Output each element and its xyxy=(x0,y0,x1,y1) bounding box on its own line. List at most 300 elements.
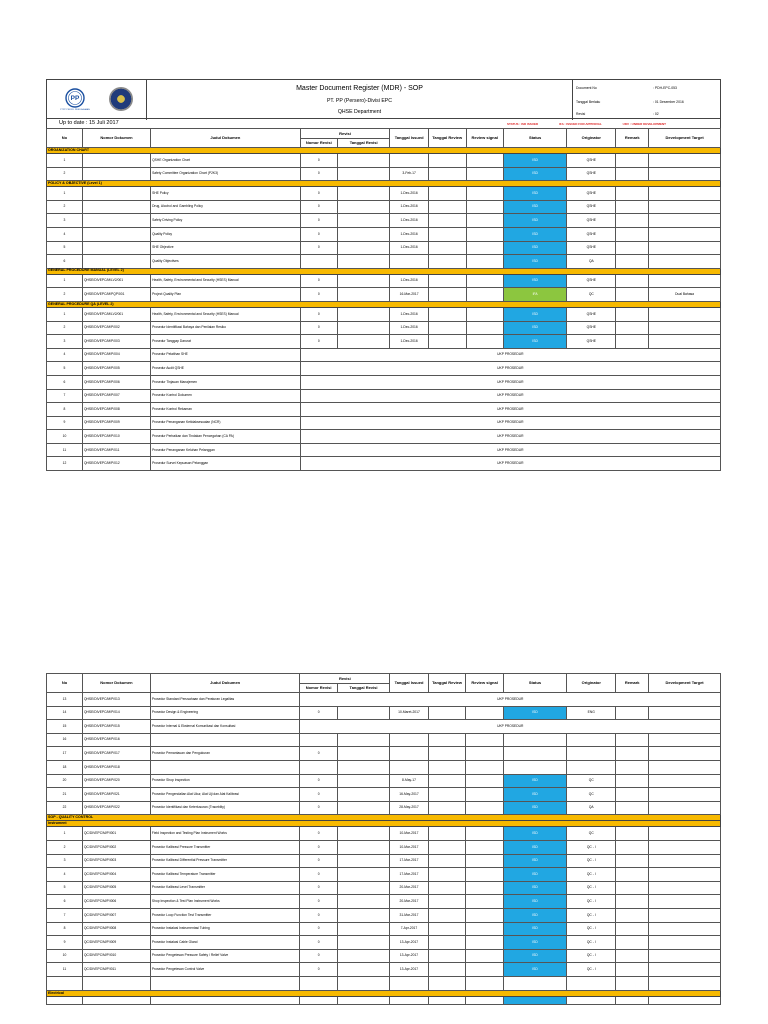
row-remark xyxy=(616,908,649,922)
col-header-revisi: Revisi xyxy=(300,129,390,139)
table-row xyxy=(47,895,721,909)
col-header-status: Status xyxy=(503,674,566,693)
row-no: 10 xyxy=(47,430,83,444)
row-no: 1 xyxy=(47,187,83,201)
row-remark xyxy=(616,167,649,181)
row-judul-dokumen: SHE Objective xyxy=(151,241,301,255)
row-nomor-dokumen: QHSE/DIVEPC/M/P/022 xyxy=(82,801,150,815)
row-development-target xyxy=(649,881,721,895)
row-tanggal-issued xyxy=(390,154,429,168)
row-development-target xyxy=(649,827,721,841)
table-row xyxy=(47,389,721,403)
row-udp-note: UKP PROSEDUR xyxy=(300,430,720,444)
table-row xyxy=(47,227,721,241)
row-tanggal-issued: 1-Dec-2016 xyxy=(390,307,429,321)
row-tanggal-revisi xyxy=(337,227,389,241)
table-row xyxy=(47,362,721,376)
status-badge: ISD xyxy=(503,895,566,909)
row-originator: QC - I xyxy=(567,895,616,909)
table-row xyxy=(47,154,721,168)
row-remark xyxy=(616,335,649,349)
table-row xyxy=(47,801,721,815)
row-originator: QC - I xyxy=(567,949,616,963)
row-nomor-dokumen: QC/DIVEPC/M/P/I006 xyxy=(82,895,150,909)
row-remark xyxy=(616,154,649,168)
row-no: 14 xyxy=(47,706,83,720)
row-development-target xyxy=(649,200,721,214)
row-judul-dokumen: Prosedur Kalibrasi Level Transmitter xyxy=(150,881,300,895)
row-no: 16 xyxy=(47,733,83,747)
row-judul-dokumen: Prosedur Kalibrasi Differential Pressure Transmitter xyxy=(150,854,300,868)
status-badge: ISD xyxy=(503,706,566,720)
row-tanggal-revisi xyxy=(337,788,389,802)
empty-cell xyxy=(47,976,83,990)
row-tanggal-review xyxy=(428,881,466,895)
row-originator: QA xyxy=(567,255,616,269)
table-row xyxy=(47,430,721,444)
col-header-tanggal-issued: Tanggal Issued xyxy=(390,674,429,693)
status-badge: ISD xyxy=(503,321,566,335)
row-tanggal-issued: 31-Mar-2017 xyxy=(390,908,429,922)
pp-logo-icon xyxy=(60,87,90,111)
table-row xyxy=(47,936,721,950)
status-badge: ISD xyxy=(503,963,566,977)
row-tanggal-revisi xyxy=(337,854,389,868)
row-no: 1 xyxy=(47,307,83,321)
row-remark xyxy=(616,949,649,963)
row-judul-dokumen: Prosedur Kontrol Rekaman xyxy=(151,403,301,417)
row-tanggal-issued: 10-Maret-2017 xyxy=(390,706,429,720)
empty-cell xyxy=(150,976,300,990)
row-nomor-dokumen xyxy=(82,214,150,228)
row-development-target xyxy=(649,255,721,269)
col-header-no: No xyxy=(47,674,83,693)
row-originator: QC - I xyxy=(567,854,616,868)
row-review-signal xyxy=(466,936,503,950)
table-row xyxy=(47,443,721,457)
row-no: 9 xyxy=(47,936,83,950)
row-tanggal-revisi xyxy=(337,255,389,269)
row-judul-dokumen: Prosedur Kalibrasi Pressure Transmitter xyxy=(150,840,300,854)
row-originator: QC - I xyxy=(567,908,616,922)
row-development-target xyxy=(649,335,721,349)
row-tanggal-revisi xyxy=(337,187,389,201)
table-row xyxy=(47,214,721,228)
row-tanggal-review xyxy=(428,321,466,335)
table-row xyxy=(47,854,721,868)
row-udp-note: UKP PROSEDUR xyxy=(300,416,720,430)
row-udp-note: UKP PROSEDUR xyxy=(300,693,721,707)
row-nomor-dokumen: QHSE/DIVEPC/M/P/005 xyxy=(82,362,150,376)
row-nomor-dokumen xyxy=(82,227,150,241)
table-row xyxy=(47,840,721,854)
row-judul-dokumen: Prosedur Tanggap Darurat xyxy=(151,335,301,349)
row-tanggal-issued: 13-Apr-2017 xyxy=(390,949,429,963)
row-tanggal-issued: 10-Mar-2017 xyxy=(390,840,429,854)
row-judul-dokumen: Prosedur Standard Perusahaan dan Peraturan Legalitas xyxy=(150,693,300,707)
col-header-remark: Remark xyxy=(616,674,649,693)
row-development-target xyxy=(649,733,721,747)
row-review-signal xyxy=(466,321,503,335)
table-row xyxy=(47,922,721,936)
empty-cell xyxy=(428,976,466,990)
row-review-signal xyxy=(466,840,503,854)
row-tanggal-review xyxy=(428,760,466,774)
row-remark xyxy=(616,706,649,720)
row-nomor-dokumen: QHSE/DIVEPC/M/P/016 xyxy=(82,733,150,747)
row-remark xyxy=(616,854,649,868)
col-header-development-target: Development Target xyxy=(649,129,721,148)
col-header-tanggal-review: Tanggal Review xyxy=(428,674,466,693)
row-no: 22 xyxy=(47,801,83,815)
col-header-nomor-revisi: Nomor Revisi xyxy=(300,139,337,148)
status-badge: ISD xyxy=(503,167,566,181)
row-review-signal xyxy=(466,881,503,895)
row-no: 9 xyxy=(47,416,83,430)
row-tanggal-revisi xyxy=(337,167,389,181)
row-originator: QSHE xyxy=(567,321,616,335)
section-label: ORGANIZATION CHART xyxy=(47,148,721,154)
row-tanggal-revisi xyxy=(337,288,389,302)
row-review-signal xyxy=(466,200,503,214)
col-header-nomor-revisi: Nomor Revisi xyxy=(300,684,337,693)
empty-cell xyxy=(503,976,566,990)
row-originator: QC - I xyxy=(567,840,616,854)
status-badge: ISD xyxy=(503,774,566,788)
row-nomor-dokumen: QHSE/DIVEPC/M/P/010 xyxy=(82,430,150,444)
status-badge: ISD xyxy=(503,881,566,895)
row-no: 11 xyxy=(47,963,83,977)
row-tanggal-review xyxy=(428,827,466,841)
row-nomor-dokumen: QHSE/DIVEPC/M/P/020 xyxy=(82,774,150,788)
row-tanggal-review xyxy=(428,908,466,922)
row-nomor-dokumen xyxy=(82,187,150,201)
empty-cell xyxy=(300,996,337,1004)
status-badge: ISD xyxy=(503,827,566,841)
row-tanggal-review xyxy=(428,868,466,882)
row-review-signal xyxy=(466,788,503,802)
status-badge: ISD xyxy=(503,187,566,201)
table-row xyxy=(47,706,721,720)
row-tanggal-issued: 10-Mar-2017 xyxy=(390,827,429,841)
table-row xyxy=(47,321,721,335)
row-remark xyxy=(616,936,649,950)
row-nomor-revisi: 0 xyxy=(300,840,337,854)
col-header-originator: Originator xyxy=(567,674,616,693)
table-row xyxy=(47,288,721,302)
col-header-tanggal-revisi: Tanggal Revisi xyxy=(337,139,389,148)
row-nomor-dokumen: QC/DIVEPC/M/P/I011 xyxy=(82,963,150,977)
row-nomor-revisi: 0 xyxy=(300,922,337,936)
row-development-target xyxy=(649,788,721,802)
row-tanggal-review xyxy=(428,936,466,950)
row-originator: QA xyxy=(567,801,616,815)
row-originator: QSHE xyxy=(567,274,616,288)
empty-cell xyxy=(616,996,649,1004)
row-development-target xyxy=(649,274,721,288)
row-review-signal xyxy=(466,868,503,882)
empty-cell xyxy=(649,976,721,990)
row-nomor-revisi xyxy=(300,733,337,747)
row-no: 6 xyxy=(47,895,83,909)
seal-icon xyxy=(109,87,133,111)
row-judul-dokumen: Shop Inspection & Test Plan Instrument Works xyxy=(150,895,300,909)
row-tanggal-issued: 1-Dec-2016 xyxy=(390,274,429,288)
row-nomor-revisi: 0 xyxy=(300,868,337,882)
row-review-signal xyxy=(466,747,503,761)
row-tanggal-review xyxy=(428,963,466,977)
status-badge: ISD xyxy=(503,227,566,241)
row-nomor-dokumen xyxy=(82,200,150,214)
department-name: QHSE Department xyxy=(337,109,382,115)
row-originator: QSHE xyxy=(567,154,616,168)
row-development-target xyxy=(649,895,721,909)
row-nomor-dokumen xyxy=(82,167,150,181)
status-badge: ISD xyxy=(503,868,566,882)
row-originator: QC - I xyxy=(567,881,616,895)
row-tanggal-revisi xyxy=(337,895,389,909)
row-nomor-revisi: 0 xyxy=(300,854,337,868)
row-development-target xyxy=(649,227,721,241)
row-tanggal-review xyxy=(428,801,466,815)
row-judul-dokumen: Prosedur Instalasi Instrumentasi Tubing xyxy=(150,922,300,936)
row-nomor-revisi: 0 xyxy=(300,949,337,963)
row-no: 11 xyxy=(47,443,83,457)
row-nomor-dokumen: QC/DIVEPC/M/P/I010 xyxy=(82,949,150,963)
row-udp-note: UKP PROSEDUR xyxy=(300,443,720,457)
status-badge xyxy=(503,760,566,774)
blank-row xyxy=(47,976,721,990)
row-review-signal xyxy=(466,214,503,228)
table-row xyxy=(47,167,721,181)
row-tanggal-issued xyxy=(390,747,429,761)
col-header-remark: Remark xyxy=(616,129,649,148)
row-originator: QSHE xyxy=(567,307,616,321)
row-nomor-dokumen: QC/DIVEPC/M/P/I005 xyxy=(82,881,150,895)
table-row xyxy=(47,720,721,734)
col-header-tanggal-revisi: Tanggal Revisi xyxy=(337,684,389,693)
row-nomor-revisi: 0 xyxy=(300,214,337,228)
row-no: 18 xyxy=(47,760,83,774)
row-nomor-dokumen: QHSE/DIVEPC/M/P/014 xyxy=(82,706,150,720)
row-tanggal-review xyxy=(428,307,466,321)
row-nomor-dokumen: QHSE/DIVEPC/M/P/002 xyxy=(82,321,150,335)
row-judul-dokumen: Safety Driving Policy xyxy=(151,214,301,228)
row-no: 10 xyxy=(47,949,83,963)
empty-cell xyxy=(300,976,337,990)
empty-cell xyxy=(150,996,300,1004)
empty-cell xyxy=(567,996,616,1004)
row-remark xyxy=(616,963,649,977)
row-no: 4 xyxy=(47,348,83,362)
col-header-originator: Originator xyxy=(567,129,616,148)
table-row xyxy=(47,307,721,321)
row-no: 6 xyxy=(47,375,83,389)
row-tanggal-review xyxy=(428,241,466,255)
row-no: 3 xyxy=(47,214,83,228)
row-review-signal xyxy=(466,227,503,241)
status-legend: STATUS : ISD ISSUED IFA : ISSUED FOR APPROVAL UDV : UNDER DEVELOPMENT xyxy=(507,121,666,126)
row-tanggal-review xyxy=(428,154,466,168)
row-judul-dokumen: Prosedur Shop Inspection xyxy=(150,774,300,788)
table-row xyxy=(47,693,721,707)
row-originator: QC - I xyxy=(567,868,616,882)
row-review-signal xyxy=(466,255,503,269)
row-tanggal-revisi xyxy=(337,747,389,761)
row-tanggal-review xyxy=(428,187,466,201)
row-nomor-dokumen: QC/DIVEPC/M/P/I007 xyxy=(82,908,150,922)
row-judul-dokumen: Prosedur Identifikasi dan Keterlusuran (Traceblity) xyxy=(150,801,300,815)
row-nomor-revisi: 0 xyxy=(300,321,337,335)
row-originator: QC xyxy=(567,788,616,802)
row-tanggal-revisi xyxy=(337,733,389,747)
row-no: 3 xyxy=(47,854,83,868)
row-judul-dokumen: Prosedur Pengetesan Pressure Safety / Relief Valve xyxy=(150,949,300,963)
table-row xyxy=(47,788,721,802)
row-nomor-dokumen: QHSE/DIVEPC/M/LV2/001 xyxy=(82,274,150,288)
register-page-2 xyxy=(46,673,721,1005)
company-name: PT. PP (Persero)-Divisi EPC xyxy=(326,98,393,104)
row-no: 8 xyxy=(47,922,83,936)
row-nomor-revisi: 0 xyxy=(300,774,337,788)
row-review-signal xyxy=(466,908,503,922)
row-development-target xyxy=(649,307,721,321)
row-development-target xyxy=(649,922,721,936)
status-badge xyxy=(503,733,566,747)
row-judul-dokumen: Prosedur Pelatihan SHE xyxy=(151,348,301,362)
section-label: GENERAL PROCEDURE MANUAL (LEVEL 2) xyxy=(47,268,721,274)
status-badge: ISD xyxy=(503,307,566,321)
row-tanggal-issued: 13-Apr-2017 xyxy=(390,963,429,977)
row-nomor-revisi: 0 xyxy=(300,227,337,241)
row-no: 6 xyxy=(47,255,83,269)
empty-cell xyxy=(337,996,389,1004)
row-nomor-revisi: 0 xyxy=(300,167,337,181)
table-row xyxy=(47,375,721,389)
table-row xyxy=(47,457,721,471)
row-originator: ENG xyxy=(567,706,616,720)
row-development-target xyxy=(649,963,721,977)
row-tanggal-review xyxy=(428,949,466,963)
table-row xyxy=(47,949,721,963)
empty-cell xyxy=(337,976,389,990)
row-review-signal xyxy=(466,774,503,788)
row-judul-dokumen: Health, Safety, Environmental and Security (HSES) Manual xyxy=(151,307,301,321)
row-remark xyxy=(616,274,649,288)
row-tanggal-review xyxy=(428,895,466,909)
row-development-target xyxy=(649,840,721,854)
row-review-signal xyxy=(466,706,503,720)
row-tanggal-revisi xyxy=(337,963,389,977)
row-udp-note: UKP PROSEDUR xyxy=(300,375,720,389)
row-development-target xyxy=(649,760,721,774)
row-no: 1 xyxy=(47,154,83,168)
row-originator: QSHE xyxy=(567,187,616,201)
row-remark xyxy=(616,307,649,321)
status-badge: ISD xyxy=(503,274,566,288)
row-judul-dokumen: Prosedur Pengetesan Control Valve xyxy=(150,963,300,977)
row-tanggal-issued: 17-Mar-2017 xyxy=(390,854,429,868)
row-judul-dokumen: Prosedur Perbaikan dan Tindakan Pencegahan (CA PA) xyxy=(151,430,301,444)
row-no: 21 xyxy=(47,788,83,802)
row-tanggal-issued: 13-Apr-2017 xyxy=(390,936,429,950)
row-no: 2 xyxy=(47,167,83,181)
row-nomor-revisi: 0 xyxy=(300,307,337,321)
status-badge: ISD xyxy=(503,908,566,922)
row-nomor-dokumen: QHSE/DIVEPC/M/P/006 xyxy=(82,375,150,389)
status-badge: ISD xyxy=(503,335,566,349)
row-nomor-revisi: 0 xyxy=(300,747,337,761)
row-nomor-dokumen: QHSE/DIVEPC/M/P/013 xyxy=(82,693,150,707)
row-udp-note: UKP PROSEDUR xyxy=(300,403,720,417)
row-no: 3 xyxy=(47,335,83,349)
row-development-target xyxy=(649,321,721,335)
status-badge: ISD xyxy=(503,936,566,950)
table-row xyxy=(47,200,721,214)
col-header-tanggal-review: Tanggal Review xyxy=(428,129,466,148)
row-tanggal-review xyxy=(428,733,466,747)
register-table-2 xyxy=(46,673,721,1005)
row-no: 8 xyxy=(47,403,83,417)
row-no: 2 xyxy=(47,288,83,302)
table-row xyxy=(47,241,721,255)
row-nomor-dokumen: QHSE/DIVEPC/M/P/017 xyxy=(82,747,150,761)
row-review-signal xyxy=(466,827,503,841)
row-judul-dokumen: Prosedur Identifikasi Bahaya dan Penilaian Resiko xyxy=(151,321,301,335)
document-meta: Document No : PDH-EPC-053 Tanggal Berlaku : 01 Desember 2016 Revisi : 02 xyxy=(576,86,684,116)
row-judul-dokumen xyxy=(150,733,300,747)
row-judul-dokumen: Safety Committee Organization Chart (P2K3) xyxy=(151,167,301,181)
col-header-nomor-dokumen: Nomor Dokumen xyxy=(82,674,150,693)
row-development-target xyxy=(649,241,721,255)
row-tanggal-revisi xyxy=(337,335,389,349)
empty-cell xyxy=(82,976,150,990)
row-review-signal xyxy=(466,760,503,774)
row-no: 7 xyxy=(47,389,83,403)
row-originator: QC - I xyxy=(567,922,616,936)
row-tanggal-revisi xyxy=(337,214,389,228)
row-nomor-dokumen: QHSE/DIVEPC/M/P/011 xyxy=(82,443,150,457)
row-development-target xyxy=(649,801,721,815)
row-judul-dokumen: Prosedur Loop Function Test Transmitter xyxy=(150,908,300,922)
row-development-target xyxy=(649,214,721,228)
row-remark xyxy=(616,868,649,882)
row-development-target xyxy=(649,706,721,720)
table-row xyxy=(47,335,721,349)
row-tanggal-issued: 1-Dec-2016 xyxy=(390,187,429,201)
row-no: 17 xyxy=(47,747,83,761)
row-review-signal xyxy=(466,922,503,936)
row-originator: QSHE xyxy=(567,214,616,228)
row-development-target xyxy=(649,187,721,201)
row-nomor-revisi: 0 xyxy=(300,827,337,841)
col-header-review-signal: Review signal xyxy=(466,674,503,693)
row-review-signal xyxy=(466,895,503,909)
row-tanggal-revisi xyxy=(337,774,389,788)
table-row xyxy=(47,348,721,362)
row-tanggal-issued: 1-Dec-2016 xyxy=(390,321,429,335)
row-tanggal-issued: 20-Mar-2017 xyxy=(390,881,429,895)
row-tanggal-issued: 20-Mar-2017 xyxy=(390,895,429,909)
row-nomor-revisi: 0 xyxy=(300,908,337,922)
row-no: 4 xyxy=(47,227,83,241)
row-nomor-dokumen: QHSE/DIVEPC/M/P/018 xyxy=(82,760,150,774)
row-judul-dokumen: QSHE Organization Chart xyxy=(151,154,301,168)
row-tanggal-review xyxy=(428,788,466,802)
status-badge: ISD xyxy=(503,854,566,868)
status-badge: ISD xyxy=(503,200,566,214)
row-development-target xyxy=(649,747,721,761)
